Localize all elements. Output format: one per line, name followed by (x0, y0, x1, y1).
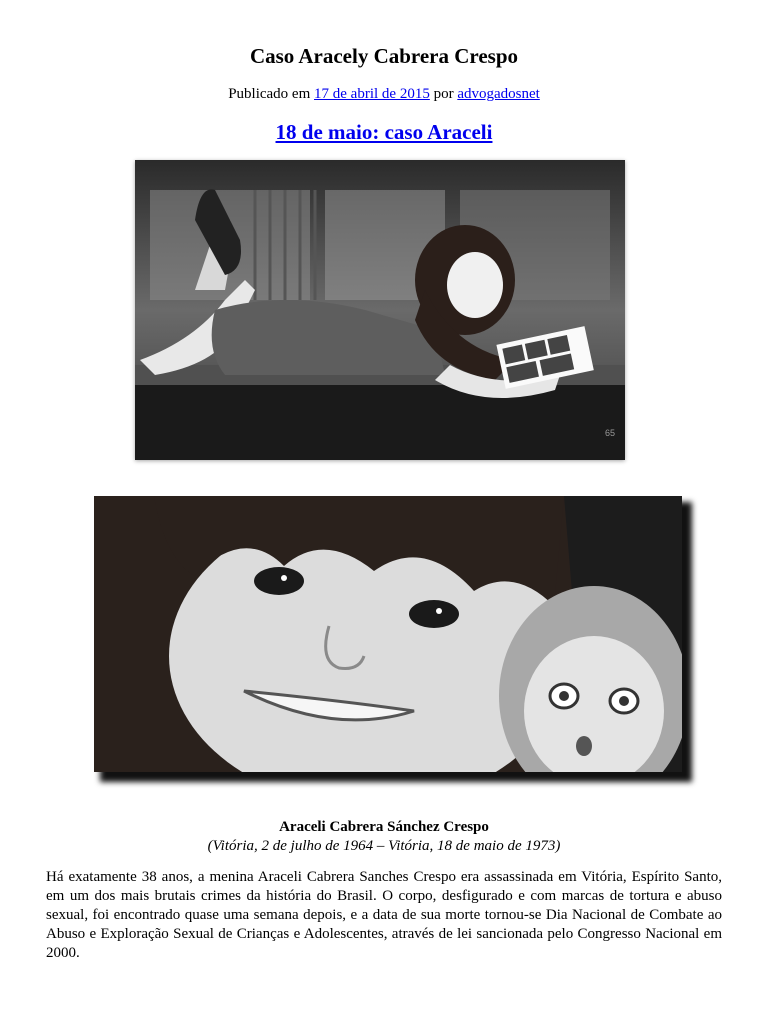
photo-girl-reading-illustration (135, 160, 625, 460)
body-paragraph: Há exatamente 38 anos, a menina Araceli Cabrera Sanches Crespo era assassinada em Vitória, Espírito Santo, em um dos mais brutais crimes da história do Brasil. O corpo, desfigurado e com marcas de tortura e abuso sexual, foi encontrado quase uma semana depois, e a data de sua morte tornou-se Dia Nacional de Combate ao Abuso e Exploração Sexual de Crianças e Adolescentes, através de lei sancionada pelo Congresso Nacional em 2000. (46, 869, 722, 961)
caption-name: Araceli Cabrera Sánchez Crespo (279, 819, 489, 835)
photo-girl-reading (135, 160, 625, 460)
post-meta (0, 86, 768, 103)
post-heading-link[interactable]: 18 de maio: caso Araceli (275, 120, 493, 144)
photo-girl-with-doll (94, 496, 682, 772)
published-prefix: Publicado em (228, 86, 311, 102)
post-heading (0, 120, 768, 145)
photo-caption (0, 818, 768, 856)
by-label: por (433, 86, 454, 102)
date-link[interactable]: 17 de abril de 2015 (314, 86, 430, 102)
page-title: Caso Aracely Cabrera Crespo (249, 44, 519, 68)
author-link[interactable]: advogadosnet (457, 86, 540, 102)
photo-page-number: 65 (605, 428, 616, 438)
photo-girl-with-doll-illustration (94, 496, 682, 772)
caption-dates: (Vitória, 2 de julho de 1964 – Vitória, 18 de maio de 1973) (207, 838, 561, 854)
